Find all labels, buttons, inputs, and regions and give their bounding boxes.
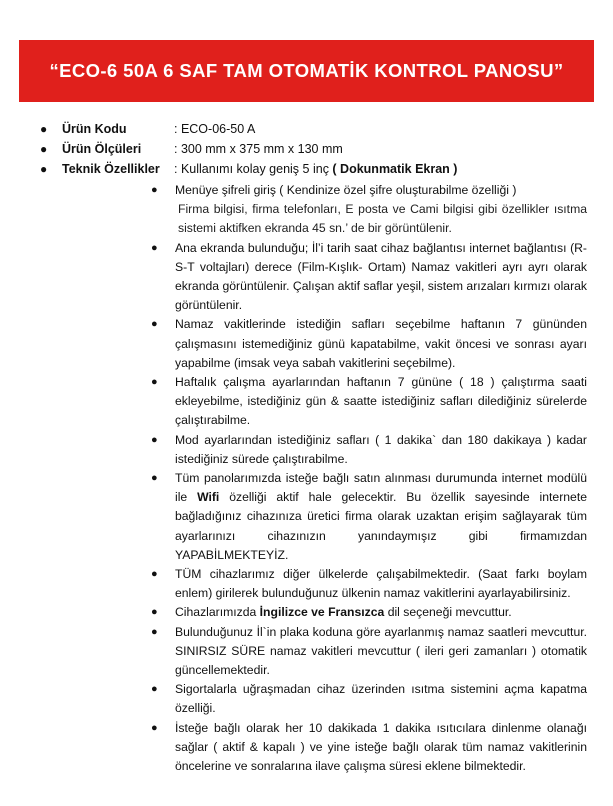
bullet-icon: ● — [151, 433, 158, 446]
feature-text: Cihazlarımızda İngilizce ve Fransızca dil seçeneği mevcuttur. — [175, 605, 512, 620]
page-title-banner — [19, 40, 594, 102]
spec-key: Teknik Özellikler — [62, 162, 160, 176]
spec-value: : Kullanımı kolay geniş 5 inç ( Dokunmatik Ekran ) — [174, 162, 458, 176]
bullet-icon: ● — [151, 606, 158, 619]
feature-text: İsteğe bağlı olarak her 10 dakikada 1 dakika ısıtıcılara dinlenme olanağı sağlar ( aktif & kapalı ) ve yine isteğe bağlı olarak tüm namaz vakitlerinin öncelerine ve sonralarına ilave çalışma süresi eklene bilmektedir. — [175, 720, 587, 774]
spec-key: Ürün Ölçüleri — [62, 142, 142, 156]
spec-row-dimensions — [40, 139, 600, 159]
list-item — [151, 469, 587, 565]
bullet-icon: ● — [151, 318, 158, 331]
bullet-icon: ● — [151, 184, 158, 196]
feature-subtext: Firma bilgisi, firma telefonları, E posta ve Cami bilgisi gibi özellikler ısıtma sistemi aktifken ekranda 45 sn.’ de bir görüntülenir. — [178, 202, 587, 236]
spec-key: Ürün Kodu — [62, 122, 127, 136]
bullet-icon: ● — [40, 142, 48, 156]
list-item — [151, 680, 587, 718]
feature-text: Ana ekranda bulunduğu; İl’i tarih saat cihaz bağlantısı internet bağlantısı (R-S-T voltajları) derece (Film-Kışlık- Ortam) Namaz vakitleri ayrı ayrı olarak ekranda görüntülenir. Çalışan aktif saflar yeşil, sistem arızaları kırmızı olarak görüntülenir. — [175, 240, 587, 313]
feature-text: Sigortalarla uğraşmadan cihaz üzerinden ısıtma sistemini açma kapatma özelliği. — [175, 682, 587, 716]
spec-row-technical — [40, 159, 600, 179]
bullet-icon: ● — [40, 122, 48, 136]
list-item — [151, 719, 587, 777]
bullet-icon: ● — [151, 721, 158, 734]
bullet-icon: ● — [151, 568, 158, 581]
feature-text: Tüm panolarımızda isteğe bağlı satın alınması durumunda internet modülü ile Wifi özelliği aktif hale gelecektir. Bu özellik sayesinde internete bağladığınız cihazınıza üretici firma olarak uzaktan erişim sağlayarak tüm ayarlarınızı cihazınızın yanındaymışız gibi firmamızdan YAPABİLMEKTEYİZ. — [175, 471, 587, 562]
bullet-icon: ● — [151, 683, 158, 696]
feature-list — [151, 181, 587, 776]
list-item — [151, 431, 587, 469]
bullet-icon: ● — [151, 625, 158, 638]
feature-text: Menüye şifreli giriş ( Kendinize özel şifre oluşturabilme özelliği ) — [175, 183, 517, 197]
bullet-icon: ● — [151, 376, 158, 389]
spec-value: : ECO-06-50 A — [174, 122, 256, 136]
spec-row-product-code — [40, 119, 600, 139]
list-item — [151, 239, 587, 316]
list-item — [151, 373, 587, 431]
bullet-icon: ● — [151, 241, 158, 254]
feature-text: Mod ayarlarından istediğiniz safları ( 1 dakika` dan 180 dakikaya ) kadar istediğiniz sürede çalıştırabilme. — [175, 432, 587, 466]
feature-text: Bulunduğunuz İl`in plaka koduna göre ayarlanmış namaz saatleri mevcuttur. SINIRSIZ SÜRE namaz vakitleri mevcuttur ( ileri geri zamanları ) otomatik güncellemektedir. — [175, 624, 587, 678]
list-item — [151, 565, 587, 603]
list-item — [151, 603, 587, 622]
spec-value: : 300 mm x 375 mm x 130 mm — [174, 142, 343, 156]
spec-list — [40, 119, 600, 179]
list-item — [151, 623, 587, 681]
feature-text: TÜM cihazlarımız diğer ülkelerde çalışabilmektedir. (Saat farkı boylam enlem) girilerek bulunduğunuz ülkenin namaz vakitlerini ayarlayabilirsiniz. — [175, 567, 587, 601]
bullet-icon: ● — [151, 472, 158, 485]
list-item — [151, 315, 587, 373]
list-item — [151, 181, 587, 200]
feature-text: Namaz vakitlerinde istediğin safları seçebilme haftanın 7 gününden çalışmasını istemediğiniz günü kapatabilme, vakit öncesi ve sonrası ayarı yapabilme (imsak veya sabah vakitlerini seçebilme). — [175, 317, 587, 370]
page-title: “ECO-6 50A 6 SAF TAM OTOMATİK KONTROL PANOSU” — [49, 60, 564, 81]
feature-text: Haftalık çalışma ayarlarından haftanın 7 gününe ( 18 ) çalıştırma saati ekleyebilme, istediğiniz gün & saatte istediğiniz safları dilediğiniz sürelerde çalıştırabilme. — [175, 375, 587, 428]
bullet-icon: ● — [40, 162, 48, 176]
